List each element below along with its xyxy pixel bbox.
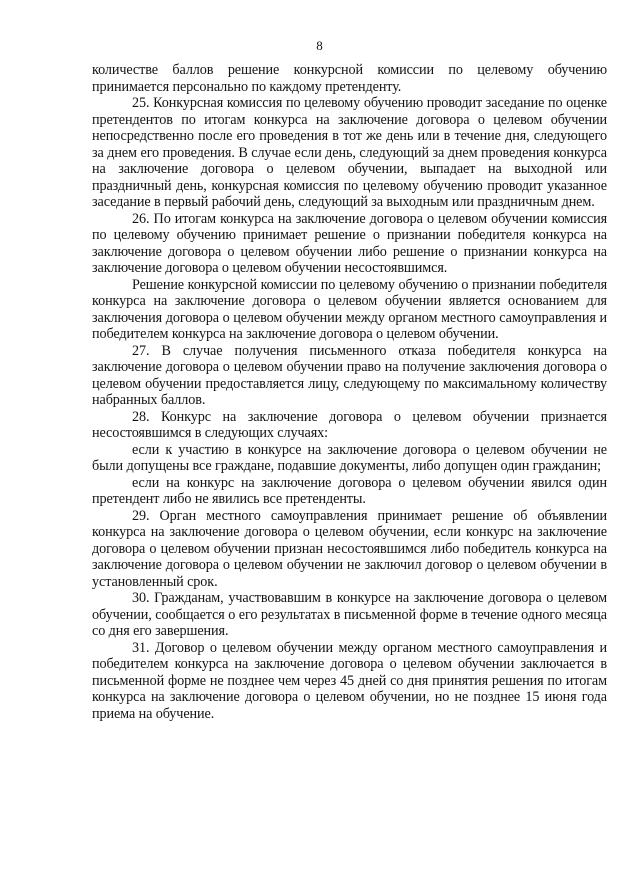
- paragraph-29: 29. Орган местного самоуправления принимает решение об объявлении конкурса на заключение договора о целевом обучении, если конкурс на заключение договора о целевом обучении признан несостоявшимся либо победитель конкурса на заключение договора о целевом обучении не заключил договор о целевом обучении в установленный срок.: [92, 507, 607, 590]
- paragraph-26: 26. По итогам конкурса на заключение договора о целевом обучении комиссия по целевому обучению принимает решение о признании победителя конкурса на заключение договора о целевом обучении либо решение о признании конкурса на заключение договора о целевом обучении несостоявшимся.: [92, 210, 607, 276]
- paragraph-25: 25. Конкурсная комиссия по целевому обучению проводит заседание по оценке претендентов по итогам конкурса на заключение договора о целевом обучении непосредственно после его проведения в тот же день или в течение дня, следующего за днем его проведения. В случае если день, следующий за днем проведения конкурса на заключение договора о целевом обучении, выпадает на выходной или праздничный день, конкурсная комиссия по целевому обучению проводит указанное заседание в первый рабочий день, следующий за выходным или праздничным днем.: [92, 95, 607, 210]
- paragraph-31: 31. Договор о целевом обучении между органом местного самоуправления и победителем конкурса на заключение договора о целевом обучении заключается в письменной форме не позднее чем через 45 дней со дня принятия решения по итогам конкурса на заключение договора о целевом обучении, но не позднее 15 июня года приема на обучение.: [92, 639, 607, 722]
- paragraph-28-case-1: если к участию в конкурсе на заключение договора о целевом обучении не были допущены все граждане, подавшие документы, либо допущен один гражданин;: [92, 441, 607, 474]
- paragraph-28-case-2: если на конкурс на заключение договора о целевом обучении явился один претендент либо не явились все претенденты.: [92, 474, 607, 507]
- paragraph-30: 30. Гражданам, участвовавшим в конкурсе на заключение договора о целевом обучении, сообщается о его результатах в письменной форме в течение одного месяца со дня его завершения.: [92, 590, 607, 639]
- paragraph-27: 27. В случае получения письменного отказа победителя конкурса на заключение договора о целевом обучении право на получение заключения договора о целевом обучении предоставляется лицу, следующему по максимальному количеству набранных баллов.: [92, 342, 607, 408]
- paragraph-26-decision: Решение конкурсной комиссии по целевому обучению о признании победителя конкурса на заключение договора о целевом обучении является основанием для заключения договора о целевом обучении между органом местного самоуправления и победителем конкурса на заключение договора о целевом обучении.: [92, 276, 607, 342]
- page-number: 8: [316, 38, 323, 53]
- document-body: [92, 62, 607, 722]
- paragraph-28: 28. Конкурс на заключение договора о целевом обучении признается несостоявшимся в следующих случаях:: [92, 408, 607, 441]
- paragraph-continuation: количестве баллов решение конкурсной комиссии по целевому обучению принимается персонально по каждому претенденту.: [92, 62, 607, 95]
